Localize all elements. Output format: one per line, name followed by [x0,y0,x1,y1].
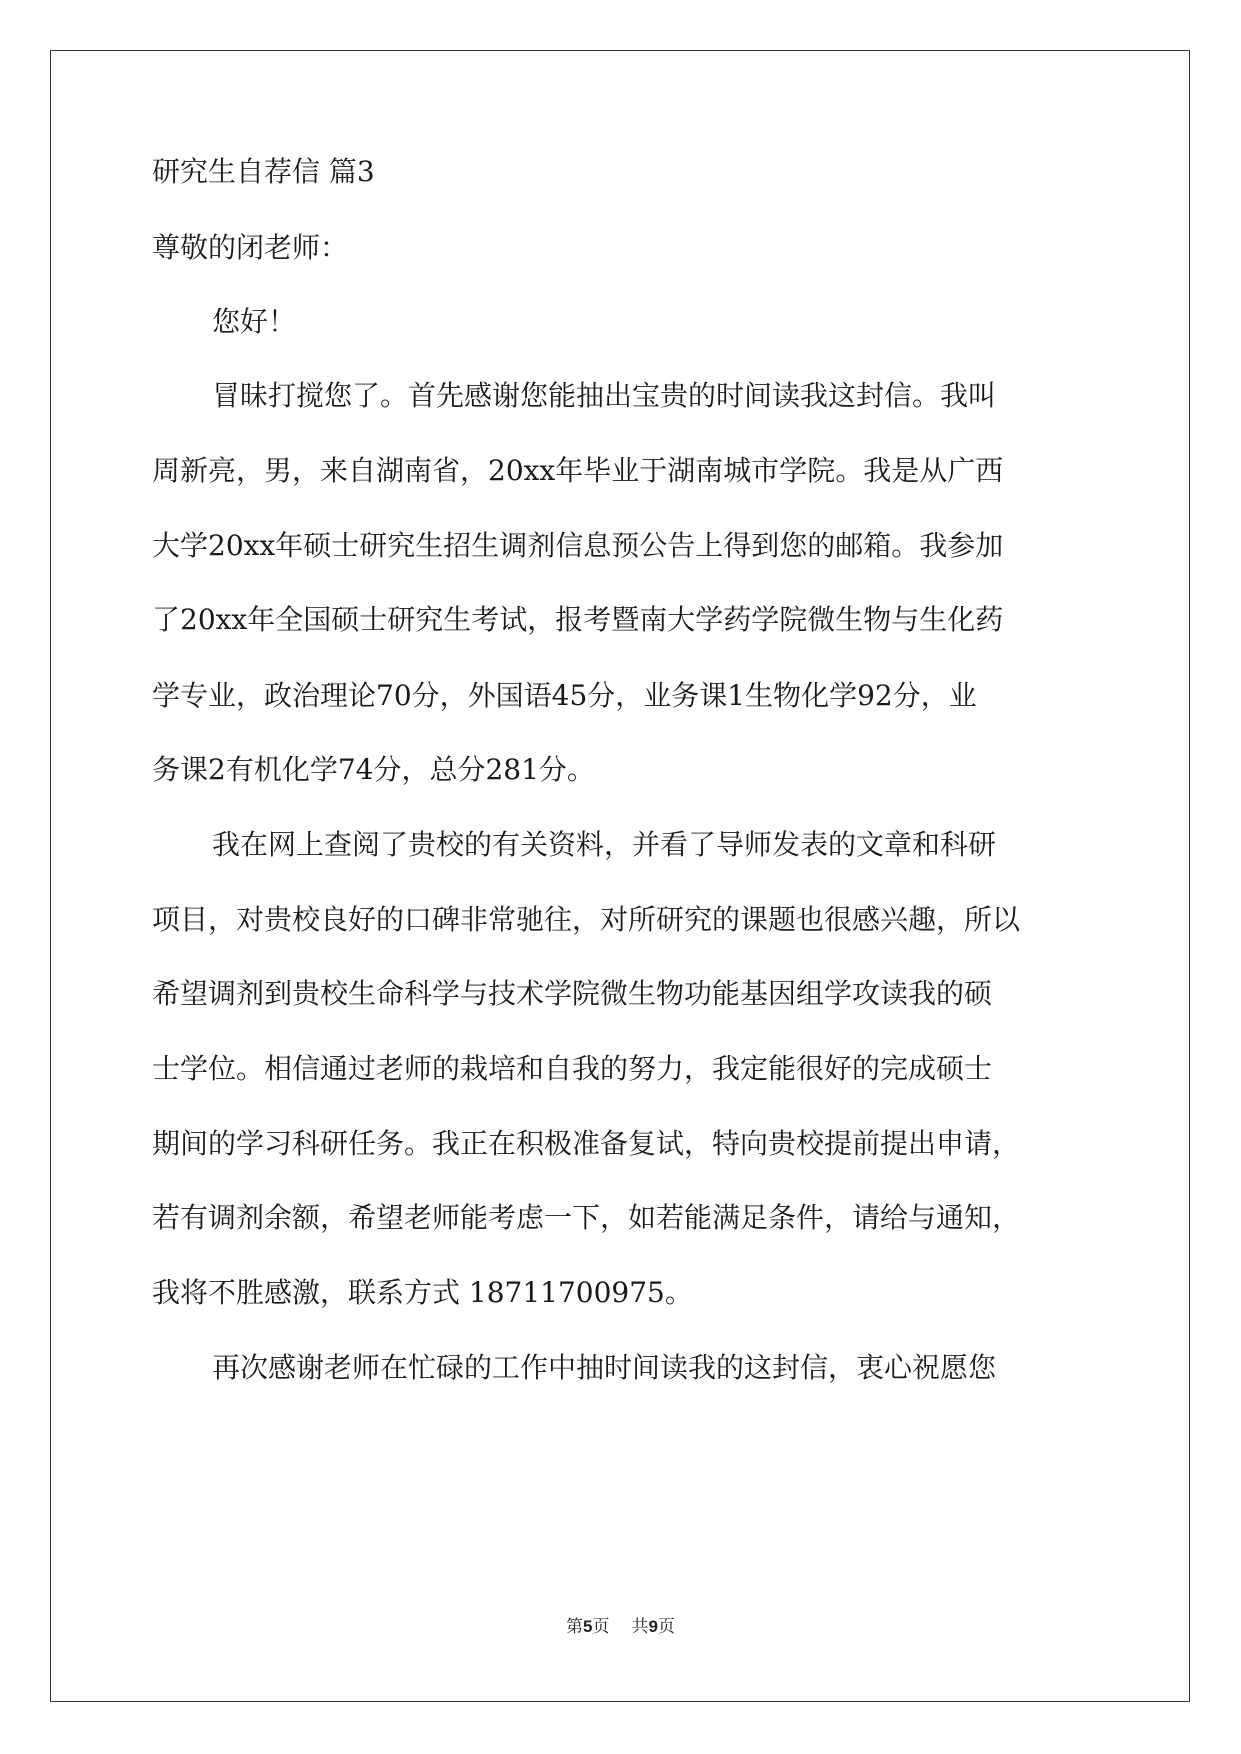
greeting: 您好！ [212,305,297,338]
paragraph-line: 项目，对贵校良好的口碑非常驰往，对所研究的课题也很感兴趣，所以 [152,903,1021,936]
total-prefix: 共 [631,1617,649,1637]
paragraph-line: 我在网上查阅了贵校的有关资料，并看了导师发表的文章和科研 [212,828,997,861]
paragraph-line: 周新亮，男，来自湖南省，20xx年毕业于湖南城市学院。我是从广西 [152,454,1004,487]
paragraph-line: 再次感谢老师在忙碌的工作中抽时间读我的这封信，衷心祝愿您 [212,1351,997,1384]
page-suffix: 页 [592,1617,610,1637]
page-border [50,50,1190,1702]
current-page-number: 5 [583,1617,593,1636]
paragraph-line: 士学位。相信通过老师的栽培和自我的努力，我定能很好的完成硕士 [152,1052,993,1085]
paragraph-line: 若有调剂余额，希望老师能考虑一下，如若能满足条件，请给与通知， [152,1201,1021,1234]
salutation: 尊敬的闭老师： [152,231,349,264]
paragraph-line: 希望调剂到贵校生命科学与技术学院微生物功能基因组学攻读我的硕 [152,977,993,1010]
total-pages-number: 9 [648,1617,658,1636]
paragraph-line: 学专业，政治理论70分，外国语45分，业务课1生物化学92分，业 [152,679,977,712]
paragraph-line: 了20xx年全国硕士研究生考试，报考暨南大学药学院微生物与生化药 [152,603,1004,636]
paragraph-line: 期间的学习科研任务。我正在积极准备复试，特向贵校提前提出申请， [152,1127,1021,1160]
document-heading: 研究生自荐信 篇3 [152,155,375,188]
paragraph-line: 大学20xx年硕士研究生招生调剂信息预公告上得到您的邮箱。我参加 [152,529,1004,562]
paragraph-line: 冒昧打搅您了。首先感谢您能抽出宝贵的时间读我这封信。我叫 [212,379,997,412]
page-prefix: 第 [566,1617,584,1637]
paragraph-line: 我将不胜感激，联系方式 18711700975。 [152,1276,693,1309]
page-footer [0,1612,1241,1637]
total-suffix: 页 [657,1617,675,1637]
paragraph-line: 务课2有机化学74分，总分281分。 [152,753,595,786]
